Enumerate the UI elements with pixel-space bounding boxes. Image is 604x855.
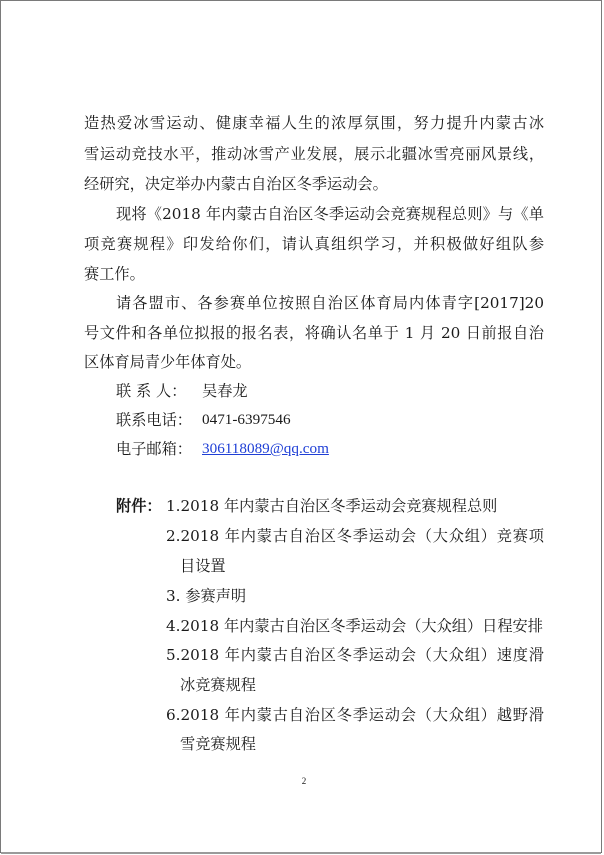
contact-person-label: 联 系 人： <box>116 382 187 400</box>
attachment-item: 1.2018 年内蒙古自治区冬季运动会竞赛规程总则 <box>166 497 498 515</box>
attachment-item-continuation: 目设置 <box>180 557 226 575</box>
contact-phone-label: 联系电话： <box>116 411 192 429</box>
attachment-item-continuation: 冰竞赛规程 <box>180 676 256 694</box>
contact-person-value: 吴春龙 <box>202 382 248 400</box>
body-text-line: 区体育局青少年体育处。 <box>84 353 252 371</box>
attachments-label: 附件： <box>116 497 162 515</box>
body-text-line: 号文件和各单位拟报的报名表，将确认名单于 1 月 20 日前报自治 <box>84 324 544 342</box>
attachment-item: 5.2018 年内蒙古自治区冬季运动会（大众组）速度滑 <box>166 646 544 664</box>
body-text-line: 项竞赛规程》印发给你们，请认真组织学习，并积极做好组队参 <box>84 235 544 253</box>
attachment-item: 4.2018 年内蒙古自治区冬季运动会（大众组）日程安排 <box>166 617 543 635</box>
attachment-item: 2.2018 年内蒙古自治区冬季运动会（大众组）竞赛项 <box>166 527 544 545</box>
body-text-line: 经研究，决定举办内蒙古自治区冬季运动会。 <box>84 175 388 193</box>
attachment-item: 6.2018 年内蒙古自治区冬季运动会（大众组）越野滑 <box>166 706 544 724</box>
attachment-item: 3. 参赛声明 <box>166 587 247 605</box>
contact-phone-value: 0471-6397546 <box>202 411 291 428</box>
body-text-line: 请各盟市、各参赛单位按照自治区体育局内体青字[2017]20 <box>116 294 544 312</box>
body-text-line: 现将《2018 年内蒙古自治区冬季运动会竞赛规程总则》与《单 <box>116 205 544 223</box>
contact-email-label: 电子邮箱： <box>116 440 192 458</box>
page-number: 2 <box>301 776 307 786</box>
attachment-item-continuation: 雪竞赛规程 <box>180 735 256 753</box>
body-text-line: 赛工作。 <box>84 265 145 283</box>
body-text-line: 雪运动竞技水平，推动冰雪产业发展，展示北疆冰雪亮丽风景线， <box>84 145 544 163</box>
body-text-line: 造热爱冰雪运动、健康幸福人生的浓厚氛围，努力提升内蒙古冰 <box>84 114 544 132</box>
contact-email-link[interactable]: 306118089@qq.com <box>202 440 329 457</box>
